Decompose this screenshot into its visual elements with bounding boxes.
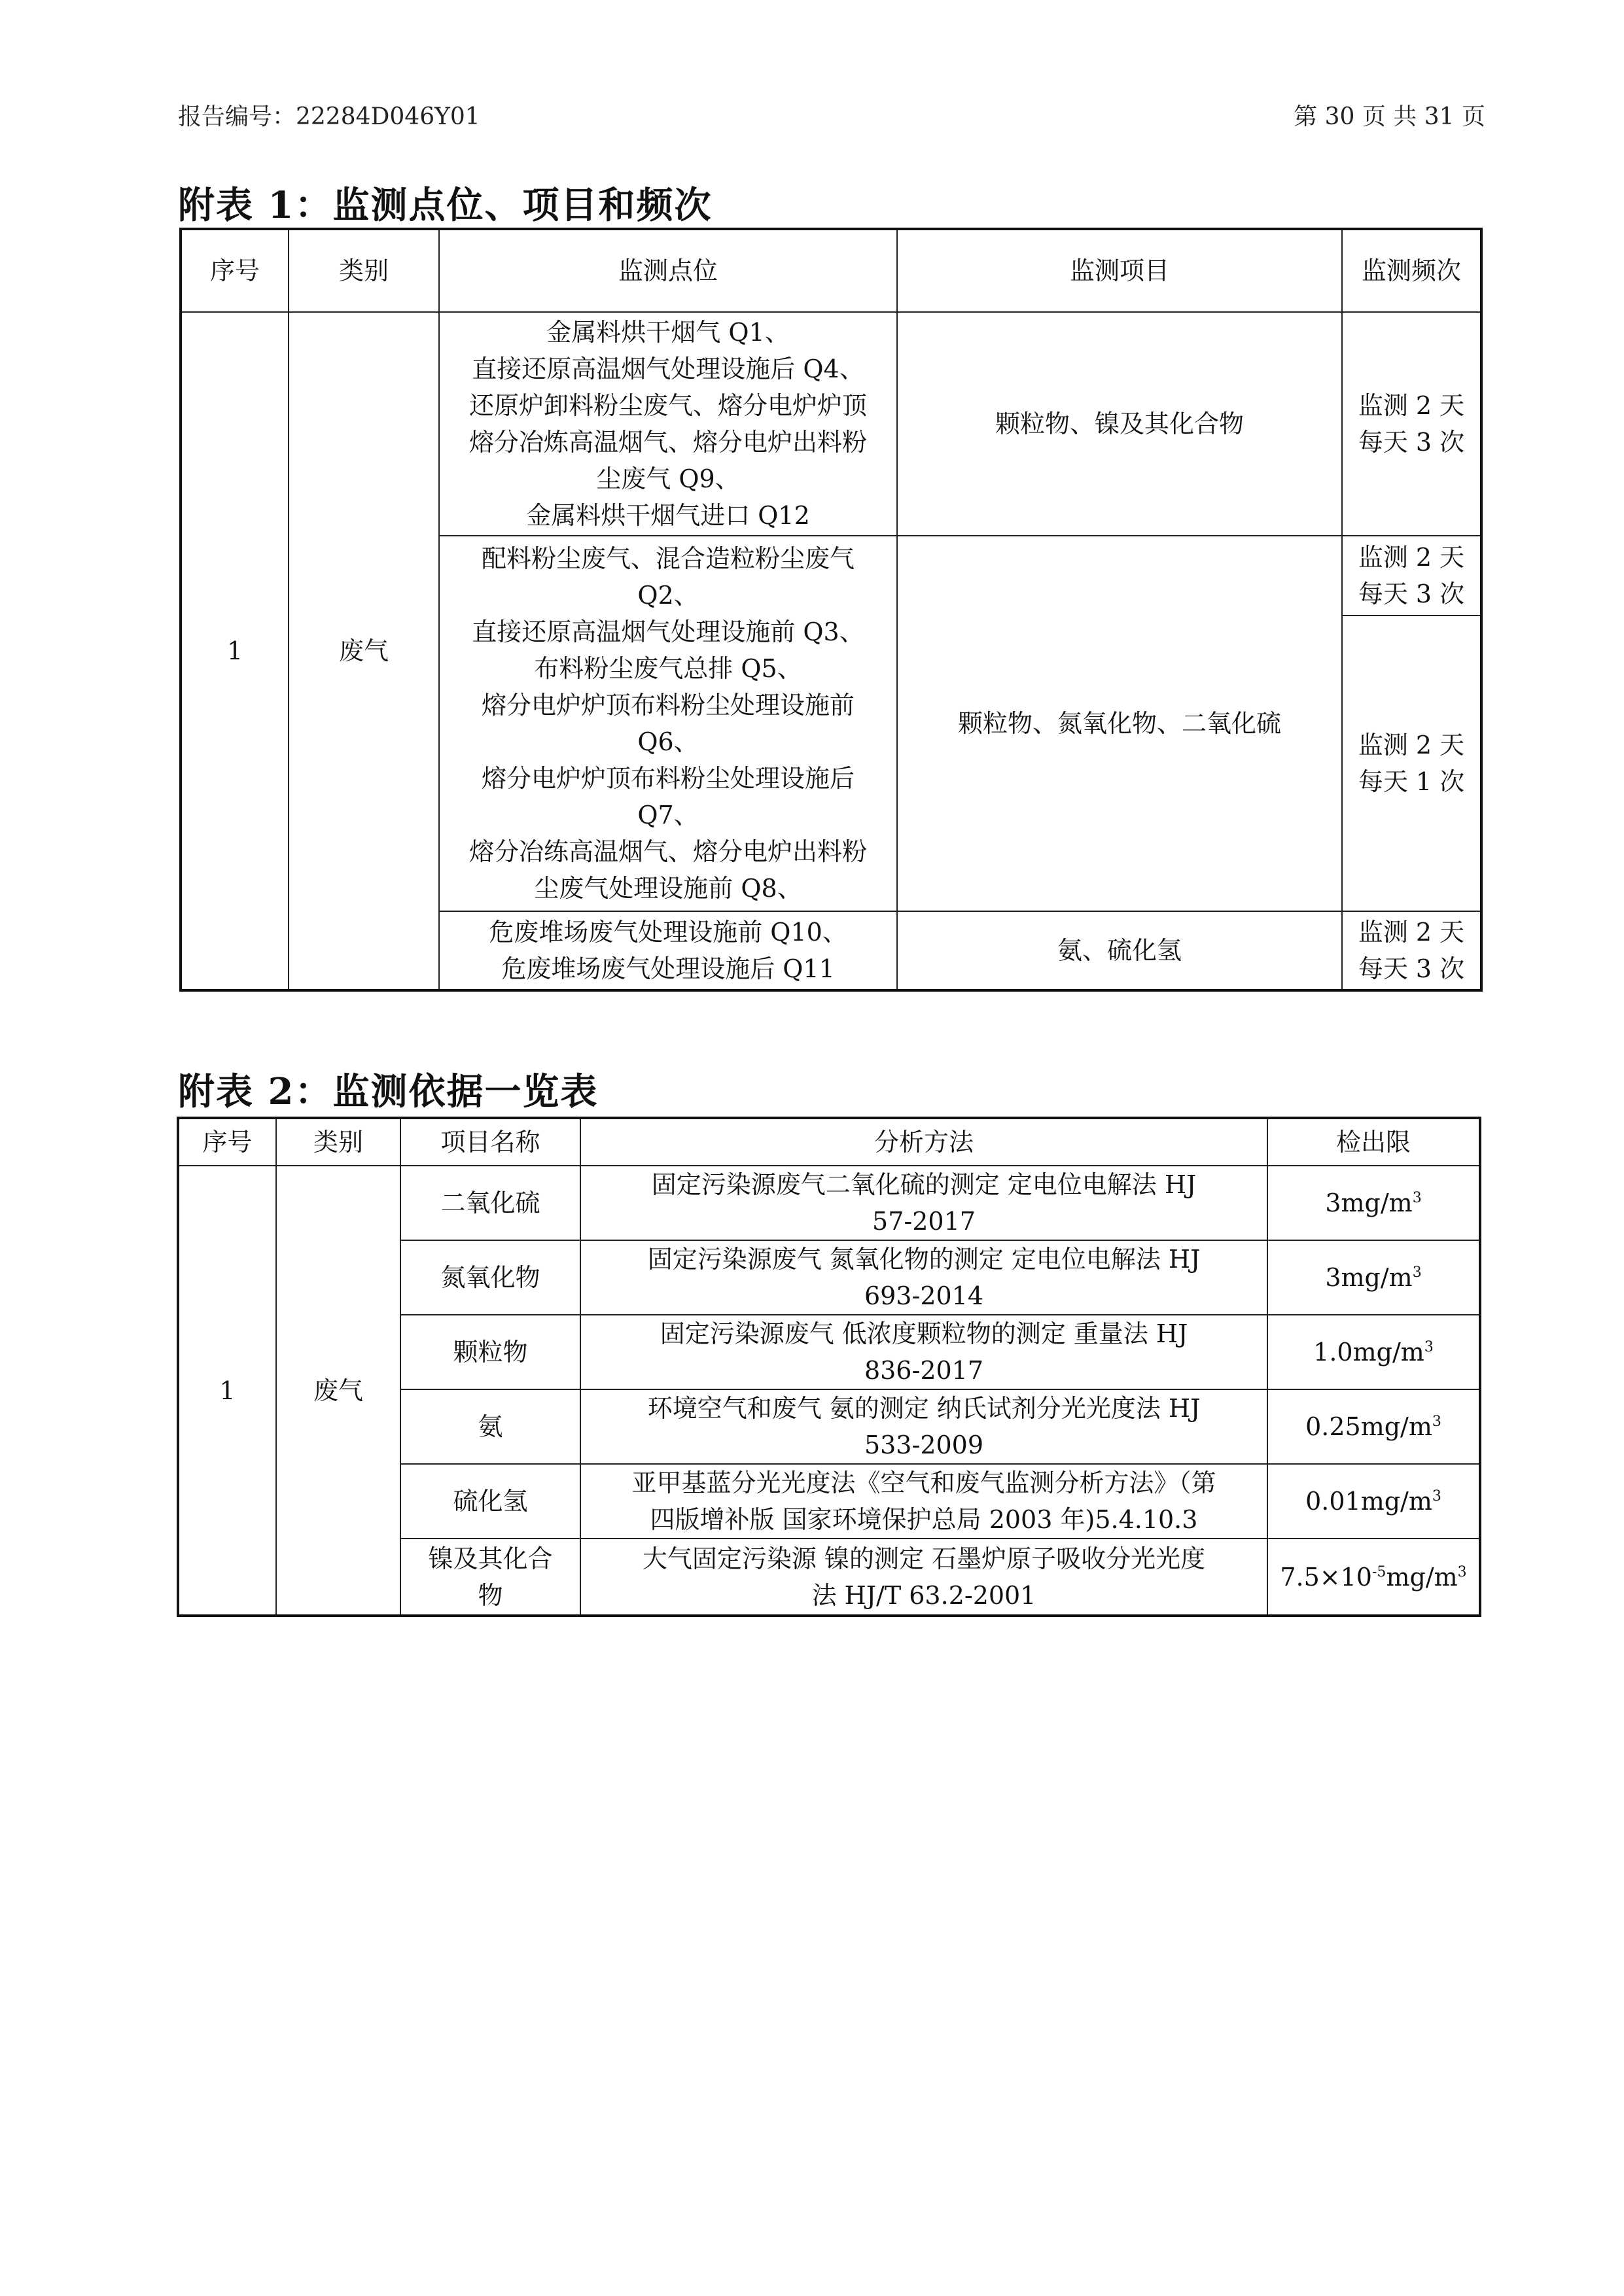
t2-detection-limit: $3mg/m^3$: [1267, 1240, 1480, 1315]
t2-method: 亚甲基蓝分光光度法《空气和废气监测分析方法》（第 四版增补版 国家环境保护总局 2003 年)5.4.10.3: [580, 1464, 1267, 1539]
t1-points-group2: 配料粉尘废气、混合造粒粉尘废气 Q2、 直接还原高温烟气处理设施前 Q3、 布料粉尘废气总排 Q5、 熔分电炉炉顶布料粉尘处理设施前 Q6、 熔分电炉炉顶布料粉尘处理设施后 Q7、 熔分冶练高温烟气、熔分电炉出料粉 尘废气处理设施前 Q8、: [439, 536, 897, 911]
t2-method: 固定污染源废气 氮氧化物的测定 定电位电解法 HJ 693-2014: [580, 1240, 1267, 1315]
t1-items-group2: 颗粒物、氮氧化物、二氧化硫: [897, 536, 1342, 911]
t2-item-name: 氨: [400, 1389, 580, 1464]
t2-col-method: 分析方法: [580, 1118, 1267, 1166]
t1-category: 废气: [289, 312, 439, 990]
t2-detection-limit: $0.25mg/m^3$: [1267, 1389, 1480, 1464]
t1-frequency-group3: 监测 2 天 每天 3 次: [1342, 911, 1481, 990]
t2-item-name: 镍及其化合 物: [400, 1539, 580, 1616]
t2-method: 环境空气和废气 氨的测定 纳氏试剂分光光度法 HJ 533-2009: [580, 1389, 1267, 1464]
t2-item-name: 氮氧化物: [400, 1240, 580, 1315]
t2-item-name: 颗粒物: [400, 1315, 580, 1389]
report-number: 报告编号：22284D046Y01: [178, 103, 480, 130]
t1-frequency-group1: 监测 2 天 每天 3 次: [1342, 312, 1481, 536]
t2-method: 大气固定污染源 镍的测定 石墨炉原子吸收分光光度 法 HJ/T 63.2-2001: [580, 1539, 1267, 1616]
t1-items-group1: 颗粒物、镍及其化合物: [897, 312, 1342, 536]
t2-detection-limit: $0.01mg/m^3$: [1267, 1464, 1480, 1539]
table2-row-so2: [178, 1166, 1480, 1240]
t1-col-points: 监测点位: [439, 229, 897, 312]
table1-row-group1: [181, 312, 1481, 536]
table2-title: 附表 2：监测依据一览表: [178, 1070, 599, 1113]
t1-frequency-group2a: 监测 2 天 每天 3 次: [1342, 536, 1481, 616]
t2-item-name: 硫化氢: [400, 1464, 580, 1539]
t1-frequency-group2b: 监测 2 天 每天 1 次: [1342, 616, 1481, 911]
t1-points-group1: 金属料烘干烟气 Q1、 直接还原高温烟气处理设施后 Q4、 还原炉卸料粉尘废气、熔分电炉炉顶 熔分冶炼高温烟气、熔分电炉出料粉 尘废气 Q9、 金属料烘干烟气进口 Q12: [439, 312, 897, 536]
t1-col-frequency: 监测频次: [1342, 229, 1481, 312]
t2-category: 废气: [276, 1166, 400, 1616]
t2-col-category: 类别: [276, 1118, 400, 1166]
t2-col-item-name: 项目名称: [400, 1118, 580, 1166]
t1-col-category: 类别: [289, 229, 439, 312]
page-number: 第 30 页 共 31 页: [1294, 103, 1485, 130]
t1-col-no: 序号: [181, 229, 289, 312]
t2-serial-no: 1: [178, 1166, 276, 1616]
monitoring-basis-table: [177, 1117, 1481, 1617]
t1-col-items: 监测项目: [897, 229, 1342, 312]
table2-header-row: [178, 1118, 1480, 1166]
t2-col-detection-limit: 检出限: [1267, 1118, 1480, 1166]
t1-items-group3: 氨、硫化氢: [897, 911, 1342, 990]
t2-detection-limit: $3mg/m^3$: [1267, 1166, 1480, 1240]
monitoring-points-table: [179, 228, 1483, 992]
t2-detection-limit: $7.5\times 10^{-5}mg/m^3$: [1267, 1539, 1480, 1616]
t2-detection-limit: $1.0mg/m^3$: [1267, 1315, 1480, 1389]
table1-header-row: [181, 229, 1481, 312]
t2-method: 固定污染源废气 低浓度颗粒物的测定 重量法 HJ 836-2017: [580, 1315, 1267, 1389]
t2-method: 固定污染源废气二氧化硫的测定 定电位电解法 HJ 57-2017: [580, 1166, 1267, 1240]
table1-title: 附表 1：监测点位、项目和频次: [178, 184, 713, 227]
t2-item-name: 二氧化硫: [400, 1166, 580, 1240]
t2-col-no: 序号: [178, 1118, 276, 1166]
t1-serial-no: 1: [181, 312, 289, 990]
t1-points-group3: 危废堆场废气处理设施前 Q10、 危废堆场废气处理设施后 Q11: [439, 911, 897, 990]
